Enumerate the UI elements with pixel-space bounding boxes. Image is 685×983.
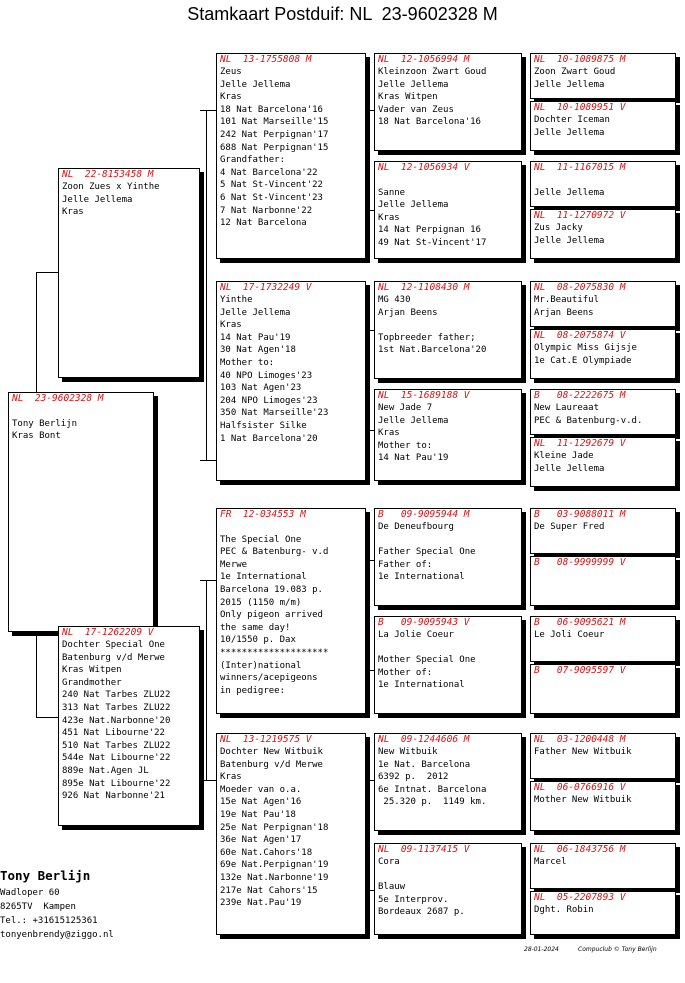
pigeon-card-mffm <box>530 556 676 606</box>
detail-line: Arjan Beens <box>534 307 594 318</box>
pigeon-details <box>531 629 675 642</box>
connector <box>366 110 374 111</box>
pigeon-details <box>531 746 675 759</box>
connector <box>366 330 374 331</box>
pigeon-details <box>375 521 521 584</box>
detail-line: 19e Nat Pau'18 <box>220 809 296 820</box>
connector <box>366 430 374 431</box>
detail-line: Kras <box>62 207 84 218</box>
ring-number: NL 13-1755808 M <box>220 54 312 65</box>
detail-line: Grandmother <box>62 677 122 688</box>
connector <box>36 632 37 717</box>
detail-line: 103 Nat Agen'23 <box>220 383 302 394</box>
pigeon-card-fffm <box>530 101 676 151</box>
detail-line: Mother Special One <box>378 655 476 666</box>
detail-line: in pedigree: <box>220 685 286 696</box>
detail-line: Jelle Jellema <box>220 79 291 90</box>
detail-line: New Witbuik <box>378 747 438 757</box>
detail-line: 7 Nat Narbonne'22 <box>220 205 313 216</box>
ring-number: NL 11-1167015 M <box>534 162 626 173</box>
pigeon-card-fmfm <box>530 329 676 379</box>
pigeon-card-mfmf <box>530 616 676 662</box>
detail-line: Mr.Beautiful <box>534 295 600 305</box>
detail-line: 101 Nat Marseille'15 <box>220 117 329 128</box>
pigeon-details <box>531 114 675 139</box>
pigeon-card-mother <box>58 626 200 826</box>
detail-line: 5 Nat St-Vincent'22 <box>220 180 323 191</box>
ring-number: NL 23-9602328 M <box>12 393 104 404</box>
pigeon-card-ff <box>216 53 366 259</box>
pigeon-details <box>375 402 521 465</box>
detail-line: Kras Witpen <box>62 665 122 676</box>
connector <box>200 110 216 111</box>
detail-line: Halfsister Silke <box>220 420 307 431</box>
detail-line: 217e Nat Cahors'15 <box>220 885 318 896</box>
detail-line: Jelle Jellema <box>62 194 133 205</box>
detail-line: Father Special One <box>378 547 476 558</box>
pigeon-card-ffff <box>530 53 676 99</box>
detail-line: 510 Nat Tarbes ZLU22 <box>62 740 171 751</box>
detail-line: Dochter Special One <box>62 640 165 650</box>
detail-line: 12 Nat Barcelona <box>220 218 307 229</box>
detail-line: 5e Interprov. <box>378 894 449 905</box>
pigeon-details <box>531 904 675 917</box>
ring-number: NL 22-8153458 M <box>62 169 154 180</box>
detail-line: Jelle Jellema <box>534 235 605 246</box>
detail-line: 926 Nat Narbonne'21 <box>62 791 165 802</box>
pigeon-card-ffm <box>374 161 522 259</box>
detail-line: Merwe <box>220 559 248 570</box>
ring-number: B 07-9095597 V <box>534 665 626 676</box>
detail-line: 15e Nat Agen'16 <box>220 797 302 808</box>
detail-line: Dochter Iceman <box>534 115 610 125</box>
connector <box>206 110 207 460</box>
detail-line <box>220 521 365 534</box>
pigeon-card-mmfm <box>530 781 676 831</box>
detail-line: Kras <box>378 212 400 223</box>
detail-line: Zoon Zwart Goud <box>534 67 616 77</box>
detail-line: 1e International <box>378 680 465 691</box>
pigeon-details <box>217 294 365 445</box>
detail-line: Olympic Miss Gijsje <box>534 343 637 353</box>
pigeon-details <box>531 402 675 427</box>
detail-line: The Special One <box>220 534 302 545</box>
detail-line: Kras Bont <box>12 431 61 442</box>
detail-line: 40 NPO Limoges'23 <box>220 370 313 381</box>
pigeon-details <box>531 342 675 367</box>
ring-number: NL 10-1089951 V <box>534 102 626 113</box>
connector <box>36 272 60 273</box>
detail-line: 49 Nat St-Vincent'17 <box>378 237 487 248</box>
detail-line: Sanne <box>378 187 406 198</box>
detail-line: 69e Nat.Perpignan'19 <box>220 860 329 871</box>
pigeon-card-fmf <box>374 281 522 379</box>
detail-line <box>378 174 521 187</box>
pigeon-details <box>9 405 153 443</box>
detail-line: 1e International <box>220 572 307 583</box>
pigeon-card-mmf <box>374 733 522 831</box>
detail-line: Father of: <box>378 559 433 570</box>
pigeon-card-fmm <box>374 389 522 481</box>
owner-email: tonyenbrendy@ziggo.nl <box>0 930 114 940</box>
detail-line: Jelle Jellema <box>220 307 291 318</box>
detail-line: 1 Nat Barcelona'20 <box>220 433 318 444</box>
detail-line: 36e Nat Agen'17 <box>220 835 302 846</box>
detail-line: Jelle Jellema <box>378 415 449 426</box>
ring-number: NL 06-0766916 V <box>534 782 626 793</box>
footer-credit: Compuclub © Tony Berlijn <box>578 946 657 953</box>
detail-line <box>378 869 521 882</box>
detail-line: 4 Nat Barcelona'22 <box>220 167 318 178</box>
detail-line: 1st Nat.Barcelona'20 <box>378 345 487 356</box>
detail-line: Jelle Jellema <box>534 463 605 474</box>
detail-line: Only pigeon arrived <box>220 610 323 621</box>
detail-line: 423e Nat.Narbonne'20 <box>62 715 171 726</box>
detail-line: New Jade 7 <box>378 403 433 413</box>
detail-line: Marcel <box>534 857 567 867</box>
detail-line <box>378 319 521 332</box>
pigeon-details <box>531 521 675 534</box>
pigeon-details <box>531 222 675 247</box>
detail-line: New Laureaat <box>534 403 600 413</box>
detail-line: Kleine Jade <box>534 451 594 461</box>
detail-line: Barcelona 19.083 p. <box>220 584 323 595</box>
detail-line: 895e Nat Libourne'22 <box>62 778 171 789</box>
detail-line: 6e Intnat. Barcelona <box>378 784 487 795</box>
ring-number: NL 08-2075830 M <box>534 282 626 293</box>
print-date: 28-01-2024 <box>524 946 559 953</box>
detail-line: 204 NPO Limoges'23 <box>220 395 318 406</box>
connector <box>366 780 374 781</box>
detail-line: 240 Nat Tarbes ZLU22 <box>62 690 171 701</box>
detail-line: Batenburg v/d Merwe <box>62 652 165 663</box>
pigeon-details <box>217 746 365 910</box>
detail-line: 889e Nat.Agen JL <box>62 765 149 776</box>
owner-name: Tony Berlijn <box>0 868 91 883</box>
detail-line: Jelle Jellema <box>534 127 605 138</box>
detail-line <box>378 534 521 547</box>
owner-phone: Tel.: +31615125361 <box>0 916 98 926</box>
detail-line: Jelle Jellema <box>378 200 449 211</box>
detail-line <box>534 174 675 187</box>
pigeon-card-ffmm <box>530 209 676 259</box>
ring-number: NL 11-1270972 V <box>534 210 626 221</box>
detail-line <box>12 405 153 418</box>
page-title: Stamkaart Postduif: NL 23-9602328 M <box>187 4 498 24</box>
connector <box>36 717 60 718</box>
detail-line: De Super Fred <box>534 522 605 532</box>
detail-line: Mother New Witbuik <box>534 795 632 805</box>
detail-line: (Inter)national <box>220 660 302 671</box>
detail-line: Batenburg v/d Merwe <box>220 759 323 770</box>
detail-line: Kras <box>220 320 242 331</box>
detail-line: Kras <box>220 772 242 783</box>
detail-line: Tony Berlijn <box>12 418 78 429</box>
ring-number: B 09-9095944 M <box>378 509 470 520</box>
detail-line: 313 Nat Tarbes ZLU22 <box>62 702 171 713</box>
pigeon-details <box>217 521 365 697</box>
pigeon-details <box>375 746 521 809</box>
pigeon-details <box>531 294 675 319</box>
detail-line: De Deneufbourg <box>378 522 454 532</box>
detail-line: Kras Witpen <box>378 92 438 103</box>
ring-number: NL 15-1689188 V <box>378 390 470 401</box>
pigeon-card-mmmf <box>530 843 676 889</box>
pigeon-details <box>59 639 199 803</box>
ring-number: B 09-9095943 V <box>378 617 470 628</box>
detail-line: 2015 (1150 m/m) <box>220 597 302 608</box>
ring-number: NL 13-1219575 V <box>220 734 312 745</box>
connector <box>36 272 37 392</box>
ring-number: NL 11-1292679 V <box>534 438 626 449</box>
connector <box>200 580 216 581</box>
pigeon-details <box>375 856 521 919</box>
connector <box>206 580 207 780</box>
detail-line: 18 Nat Barcelona'16 <box>378 117 481 128</box>
pigeon-details <box>531 794 675 807</box>
detail-line: 25.320 p. 1149 km. <box>378 797 487 808</box>
pigeon-details <box>531 174 675 199</box>
ring-number: B 08-9999999 V <box>534 557 626 568</box>
detail-line: winners/acepigeons <box>220 673 318 684</box>
detail-line: 1e Cat.E Olympiade <box>534 355 632 366</box>
pigeon-card-fmmf <box>530 389 676 435</box>
pigeon-card-mfm <box>374 616 522 714</box>
ring-number: NL 08-2075874 V <box>534 330 626 341</box>
detail-line: Jelle Jellema <box>534 187 605 198</box>
detail-line: 132e Nat.Narbonne'19 <box>220 872 329 883</box>
ring-number: NL 05-2207893 V <box>534 892 626 903</box>
pigeon-card-mm <box>216 733 366 935</box>
detail-line: the same day! <box>220 622 291 633</box>
detail-line: 14 Nat Pau'19 <box>220 332 291 343</box>
detail-line: Mother to: <box>378 440 433 451</box>
detail-line: Vader van Zeus <box>378 104 454 115</box>
detail-line: PEC & Batenburg- v.d <box>220 547 329 558</box>
detail-line: 18 Nat Barcelona'16 <box>220 104 323 115</box>
detail-line: 6 Nat St-Vincent'23 <box>220 192 323 203</box>
ring-number: FR 12-034553 M <box>220 509 306 520</box>
detail-line: 60e Nat.Cahors'18 <box>220 847 313 858</box>
pigeon-card-mmmm <box>530 891 676 935</box>
ring-number: B 08-2222675 M <box>534 390 626 401</box>
detail-line: 10/1550 p. Dax <box>220 635 296 646</box>
connector <box>366 210 374 211</box>
pigeon-card-mf <box>216 508 366 714</box>
pigeon-details <box>375 174 521 250</box>
ring-number: NL 17-1732249 V <box>220 282 312 293</box>
detail-line: Zoon Zues x Yinthe <box>62 182 160 192</box>
pigeon-details <box>531 66 675 91</box>
pigeon-card-mmff <box>530 733 676 779</box>
pigeon-card-mfmm <box>530 664 676 714</box>
pigeon-card-fmff <box>530 281 676 327</box>
detail-line: 6392 p. 2012 <box>378 772 449 783</box>
detail-line <box>378 642 521 655</box>
detail-line: 239e Nat.Pau'19 <box>220 898 302 909</box>
detail-line: Mother to: <box>220 357 275 368</box>
detail-line: Le Joli Coeur <box>534 630 605 640</box>
pigeon-details <box>375 629 521 692</box>
detail-line: Arjan Beens <box>378 307 438 318</box>
detail-line: 688 Nat Perpignan'15 <box>220 142 329 153</box>
ring-number: B 06-9095621 M <box>534 617 626 628</box>
pigeon-card-subject <box>8 392 154 632</box>
detail-line: Cora <box>378 857 400 867</box>
ring-number: NL 12-1056994 M <box>378 54 470 65</box>
detail-line: Dochter New Witbuik <box>220 747 323 757</box>
connector <box>366 890 374 891</box>
pigeon-card-father <box>58 168 200 378</box>
detail-line: Kras <box>378 428 400 439</box>
detail-line: 14 Nat Perpignan 16 <box>378 225 481 236</box>
detail-line: 1e International <box>378 572 465 583</box>
detail-line: Kras <box>220 92 242 103</box>
detail-line: PEC & Batenburg-v.d. <box>534 415 643 426</box>
pigeon-card-fm <box>216 281 366 481</box>
pigeon-details <box>59 181 199 219</box>
pigeon-card-fff <box>374 53 522 151</box>
owner-city: 8265TV Kampen <box>0 902 76 912</box>
detail-line: Dght. Robin <box>534 905 594 915</box>
detail-line: Blauw <box>378 882 406 893</box>
detail-line: 25e Nat Perpignan'18 <box>220 822 329 833</box>
detail-line: 30 Nat Agen'18 <box>220 345 296 356</box>
detail-line: Moeder van o.a. <box>220 784 302 795</box>
detail-line: 350 Nat Marseille'23 <box>220 408 329 419</box>
ring-number: B 03-9088011 M <box>534 509 626 520</box>
detail-line: Topbreeder father; <box>378 332 476 343</box>
ring-number: NL 03-1200448 M <box>534 734 626 745</box>
detail-line: ******************** <box>220 647 329 658</box>
pigeon-card-ffmf <box>530 161 676 207</box>
ring-number: NL 12-1108430 M <box>378 282 470 293</box>
detail-line: Father New Witbuik <box>534 747 632 757</box>
connector <box>366 670 374 671</box>
ring-number: NL 09-1137415 V <box>378 844 470 855</box>
pigeon-details <box>531 856 675 869</box>
connector <box>200 460 216 461</box>
detail-line: Zeus <box>220 67 242 77</box>
connector <box>366 560 374 561</box>
pigeon-details <box>375 294 521 357</box>
detail-line: Kleinzoon Zwart Goud <box>378 67 487 77</box>
pigeon-card-fmmm <box>530 437 676 487</box>
pigeon-details <box>217 66 365 230</box>
detail-line: Mother of: <box>378 667 433 678</box>
detail-line: Bordeaux 2687 p. <box>378 907 465 918</box>
pigeon-card-mff <box>374 508 522 606</box>
ring-number: NL 10-1089875 M <box>534 54 626 65</box>
pigeon-details <box>375 66 521 129</box>
detail-line: 14 Nat Pau'19 <box>378 453 449 464</box>
detail-line: 451 Nat Libourne'22 <box>62 728 165 739</box>
ring-number: NL 17-1262209 V <box>62 627 154 638</box>
detail-line: Jelle Jellema <box>378 79 449 90</box>
pigeon-card-mfff <box>530 508 676 554</box>
detail-line: 1e Nat. Barcelona <box>378 759 471 770</box>
owner-address: Wadloper 60 <box>0 888 60 898</box>
detail-line: Yinthe <box>220 295 253 305</box>
detail-line: Grandfather: <box>220 155 286 166</box>
ring-number: NL 06-1843756 M <box>534 844 626 855</box>
connector <box>200 780 216 781</box>
detail-line: 242 Nat Perpignan'17 <box>220 129 329 140</box>
detail-line: 544e Nat Libourne'22 <box>62 753 171 764</box>
pigeon-details <box>531 450 675 475</box>
ring-number: NL 12-1056934 V <box>378 162 470 173</box>
ring-number: NL 09-1244606 M <box>378 734 470 745</box>
detail-line: Jelle Jellema <box>534 79 605 90</box>
detail-line: Zus Jacky <box>534 223 583 233</box>
detail-line: MG 430 <box>378 295 411 305</box>
detail-line: La Jolie Coeur <box>378 630 454 640</box>
pigeon-card-mmm <box>374 843 522 935</box>
